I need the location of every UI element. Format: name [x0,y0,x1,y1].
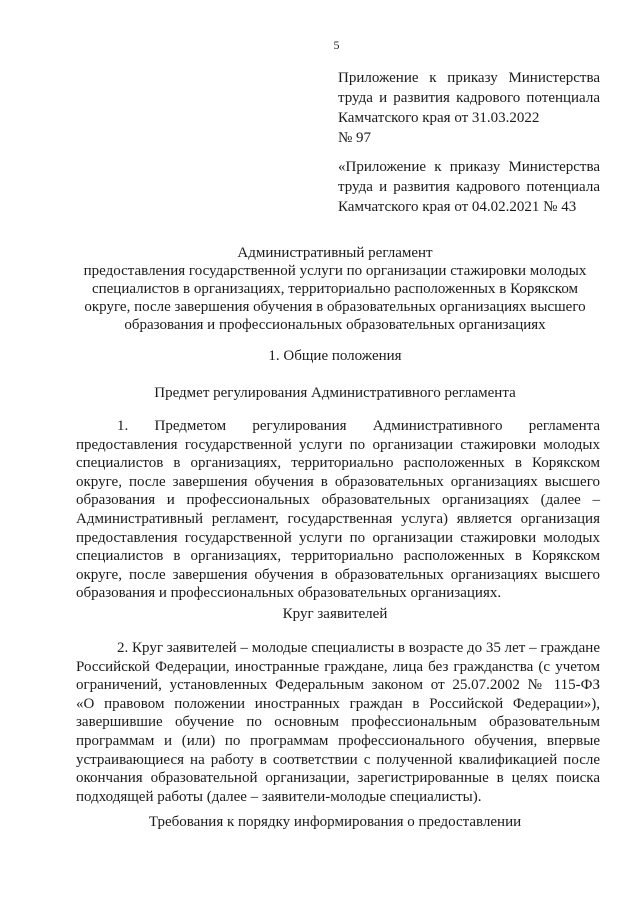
page-number: 5 [333,38,340,52]
paragraph-line: подходящей работы (далее – заявители-молодые специалисты). [76,788,482,805]
paragraph-line: 2. Круг заявителей – молодые специалисты в возрасте до 35 лет – граждане [117,640,600,656]
section-heading: 1. Общие положения [268,348,402,364]
paragraph-line: предоставления государственной услуги по организации стажировки молодых [76,529,600,546]
paragraph-line: специалистов в организациях, территориально расположенных в Корякском [76,548,600,565]
title-line: специалистов в организациях, территориально расположенных в Корякском [91,281,579,297]
paragraph-line: округе, после завершения обучения в образовательных организациях высшего [76,566,600,583]
appendix-line: труда и развития кадрового потенциала [338,179,600,195]
appendix-line: труда и развития кадрового потенциала [338,90,600,106]
title-line: округе, после завершения обучения в образовательных организациях высшего [84,299,586,315]
subject-heading: Предмет регулирования Административного регламента [154,385,516,401]
appendix-line: Камчатского края от 31.03.2022 [338,110,540,126]
document-title [70,244,600,334]
paragraph-line: специалистов в организациях, территориально расположенных в Корякском [76,455,600,472]
paragraph-line: округе, после завершения обучения в образовательных организациях высшего [76,473,600,490]
paragraph-line: Российской Федерации, иностранные граждане, лица без гражданства (с учетом [76,658,600,675]
info-requirements-heading: Требования к порядку информирования о предоставлении [148,814,522,830]
paragraph-line: окончания образовательной организации, зарегистрированные в целях поиска [76,770,600,787]
appendix-line: Камчатского края от 04.02.2021 № 43 [338,199,577,215]
appendix-note-current [338,68,600,148]
title-line: предоставления государственной услуги по организации стажировки молодых [83,263,587,279]
title-line: образования и профессиональных образовательных организациях [124,317,546,333]
paragraph-line: Административный регламент, государственная услуга) является организация [76,510,600,527]
paragraph-line: предоставления государственной услуги по организации стажировки молодых [76,436,600,453]
paragraph-line: образования и профессиональных образовательных организациях. [76,585,502,602]
appendix-line: № 97 [338,130,372,146]
title-line: Административный регламент [237,245,433,261]
paragraph-line: устраивающиеся на работу в соответствии с полученной квалификацией после [76,751,600,768]
appendix-line: Приложение к приказу Министерства [338,70,600,86]
appendix-note-previous [338,157,600,217]
paragraph-line: «О правовом положении иностранных граждан в Российской Федерации»), [76,695,600,712]
paragraph-line: завершившие обучение по основным профессиональным образовательным [76,714,600,731]
paragraph-applicants [76,639,600,806]
paragraph-line: 1. Предметом регулирования Административного регламента [117,418,600,434]
appendix-line: «Приложение к приказу Министерства [338,159,600,175]
applicants-heading: Круг заявителей [282,606,388,622]
paragraph-line: образования и профессиональных образовательных организациях (далее – [76,492,600,509]
paragraph-line: ограничений, установленных Федеральным законом от 25.07.2002 № 115-ФЗ [76,677,600,694]
paragraph-line: программам и (или) по программам профессионального обучения, впервые [76,732,600,749]
paragraph-subject [76,417,600,603]
